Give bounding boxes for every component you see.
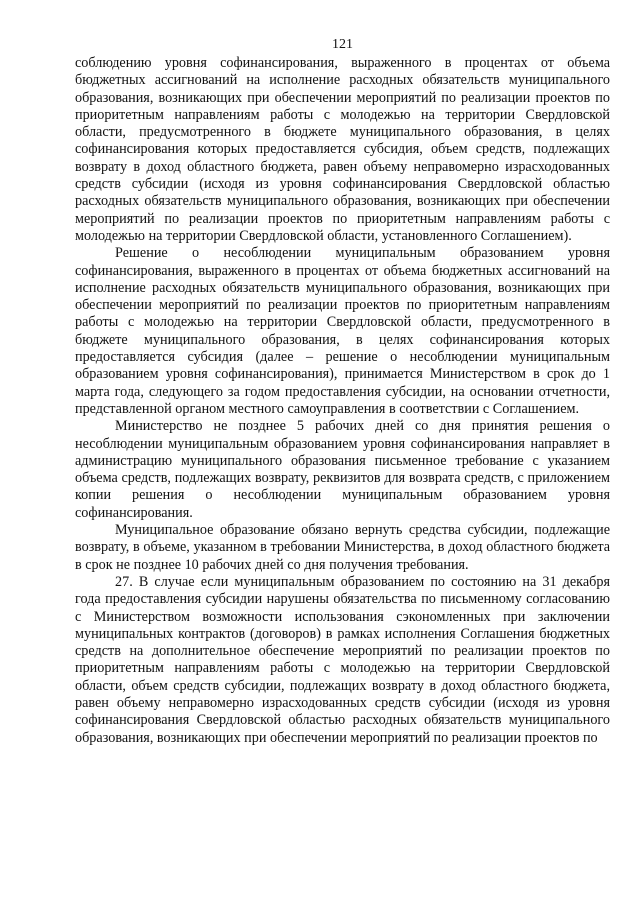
paragraph-ministry-demand: Министерство не позднее 5 рабочих дней со дня принятия решения о несоблюдении муниципальным образованием уровня софинансирования направляет в администрацию муниципального образования письменное требование с указанием объема средств, подлежащих возврату, реквизитов для возврата средств, с приложением копии решения о несоблюдении муниципальным образованием уровня софинансирования. xyxy=(75,418,610,521)
paragraph-item-27: 27. В случае если муниципальным образованием по состоянию на 31 декабря года предоставления субсидии нарушены обязательства по письменному согласованию с Министерством возможности использования сэкономленных при заключении муниципальных контрактов (договоров) в рамках исполнения Соглашения бюджетных средств на дополнительное обеспечение мероприятий по реализации проектов по приоритетным направлениям работы с молодежью на территории Свердловской области, объем средств субсидии, подлежащих возврату в доход областного бюджета, равен объему неправомерно израсходованных средств субсидии (исходя из уровня софинансирования Свердловской областью расходных обязательств муниципального образования, возникающих при обеспечении мероприятий по реализации проектов по xyxy=(75,573,610,746)
paragraph-return-obligation: Муниципальное образование обязано вернуть средства субсидии, подлежащие возврату, в объеме, указанном в требовании Министерства, в доход областного бюджета в срок не позднее 10 рабочих дней со дня получения требования. xyxy=(75,522,610,573)
paragraph-continued: соблюдению уровня софинансирования, выраженного в процентах от объема бюджетных ассигнований на исполнение расходных обязательств муниципального образования, возникающих при обеспечении мероприятий по реализации проектов по приоритетным направлениям работы с молодежью на территории Свердловской области, предусмотренного в бюджете муниципального образования, в целях софинансирования которых предоставляется субсидия, объем средств, подлежащих возврату в доход областного бюджета, равен объему неправомерно израсходованных средств субсидии (исходя из уровня софинансирования Свердловской областью расходных обязательств муниципального образования, возникающих при обеспечении мероприятий по реализации проектов по приоритетным направлениям работы с молодежью на территории Свердловской области, установленного Соглашением). xyxy=(75,55,610,244)
paragraph-decision: Решение о несоблюдении муниципальным образованием уровня софинансирования, выраженного в процентах от объема бюджетных ассигнований на исполнение расходных обязательств муниципального образования, возникающих при обеспечении мероприятий по реализации проектов по приоритетным направлениям работы с молодежью на территории Свердловской области, предусмотренного в бюджете муниципального образования, в целях софинансирования которых предоставляется субсидия (далее – решение о несоблюдении муниципальным образованием уровня софинансирования), принимается Министерством в срок до 1 марта года, следующего за годом предоставления субсидии, на основании отчетности, представленной органом местного самоуправления в соответствии с Соглашением. xyxy=(75,245,610,417)
page-number: 121 xyxy=(332,37,353,52)
document-page xyxy=(75,36,610,747)
